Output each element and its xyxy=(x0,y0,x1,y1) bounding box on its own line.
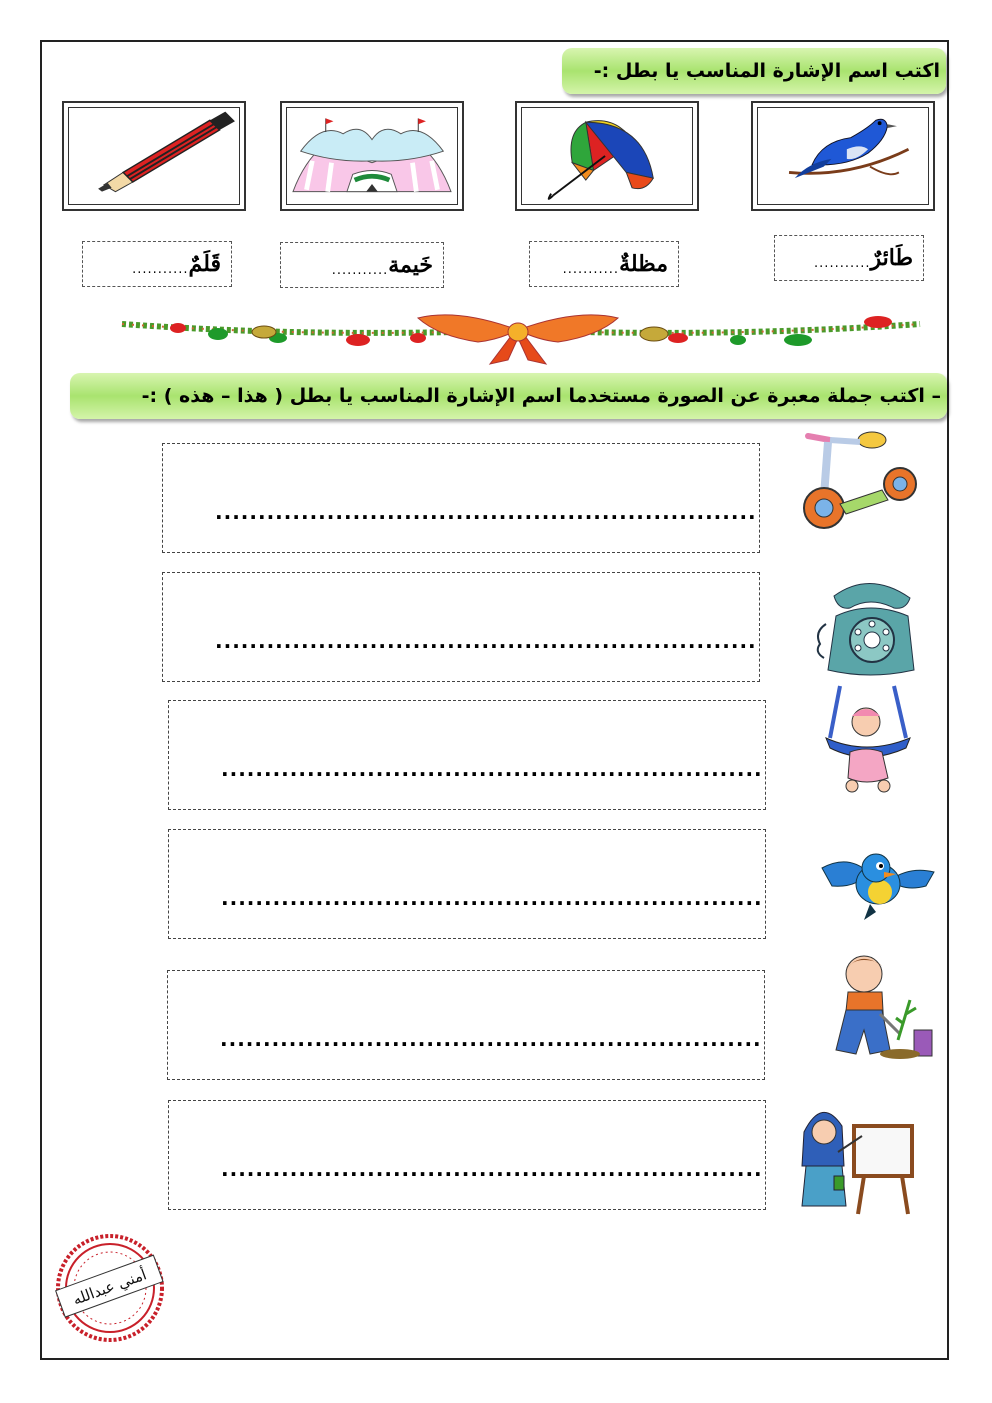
word-box-pencil xyxy=(82,241,232,287)
blank-bird: ........... xyxy=(814,255,871,271)
word-box-bird xyxy=(774,235,924,281)
umbrella-icon xyxy=(517,103,697,209)
blank-tent: ........... xyxy=(331,262,389,278)
answer-box-4[interactable] xyxy=(168,829,766,939)
answer-line: ............................................................... xyxy=(220,1027,762,1051)
word-box-umbrella xyxy=(529,241,679,287)
tent-icon xyxy=(282,103,462,209)
word-box-tent xyxy=(280,242,444,288)
answer-box-5[interactable] xyxy=(167,970,765,1080)
answer-line: ............................................................... xyxy=(215,500,757,524)
garland-divider xyxy=(118,308,924,368)
teacher-board-icon xyxy=(798,1096,918,1216)
baby-swing-picture xyxy=(810,682,930,802)
flying-bird-picture xyxy=(818,828,938,948)
flying-bird-icon xyxy=(818,828,938,948)
pencil-icon xyxy=(64,103,244,209)
word-umbrella: مظلةٌ xyxy=(619,251,668,277)
stamp-seal-icon xyxy=(52,1230,168,1346)
blank-umbrella: ........... xyxy=(562,261,620,277)
word-bird: طَائرٌ xyxy=(870,245,913,271)
picture-box-umbrella xyxy=(515,101,699,211)
baby-swing-icon xyxy=(810,682,930,802)
instruction-banner-1 xyxy=(562,48,946,94)
scooter-icon xyxy=(800,426,920,546)
answer-box-2[interactable] xyxy=(162,572,760,682)
telephone-picture xyxy=(810,570,930,690)
word-pencil: قَلَمٌ xyxy=(188,251,221,277)
answer-box-1[interactable] xyxy=(162,443,760,553)
answer-line: ............................................................... xyxy=(221,886,763,910)
blank-pencil: ........... xyxy=(132,261,189,277)
picture-box-pencil xyxy=(62,101,246,211)
scooter-picture xyxy=(800,426,920,546)
telephone-icon xyxy=(810,570,930,690)
boy-planting-picture xyxy=(820,950,940,1070)
teacher-board-picture xyxy=(798,1096,918,1216)
answer-line: ............................................................... xyxy=(221,757,763,781)
instruction-banner-2 xyxy=(70,373,947,419)
instruction-text-2: – اكتب جملة معبرة عن الصورة مستخدما اسم الإشارة المناسب يا بطل ( هذا – هذه ) :- xyxy=(141,385,941,407)
answer-box-6[interactable] xyxy=(168,1100,766,1210)
answer-box-3[interactable] xyxy=(168,700,766,810)
picture-box-tent xyxy=(280,101,464,211)
bird-icon xyxy=(753,103,933,209)
boy-planting-icon xyxy=(820,950,940,1070)
word-tent: خَيمة xyxy=(388,252,433,278)
author-stamp xyxy=(52,1230,168,1346)
stamp-text: أمني عبدالله xyxy=(70,1265,149,1309)
answer-line: ............................................................... xyxy=(221,1157,763,1181)
instruction-text-1: اكتب اسم الإشارة المناسب يا بطل :- xyxy=(593,60,940,82)
answer-line: ............................................................... xyxy=(215,629,757,653)
picture-box-bird xyxy=(751,101,935,211)
